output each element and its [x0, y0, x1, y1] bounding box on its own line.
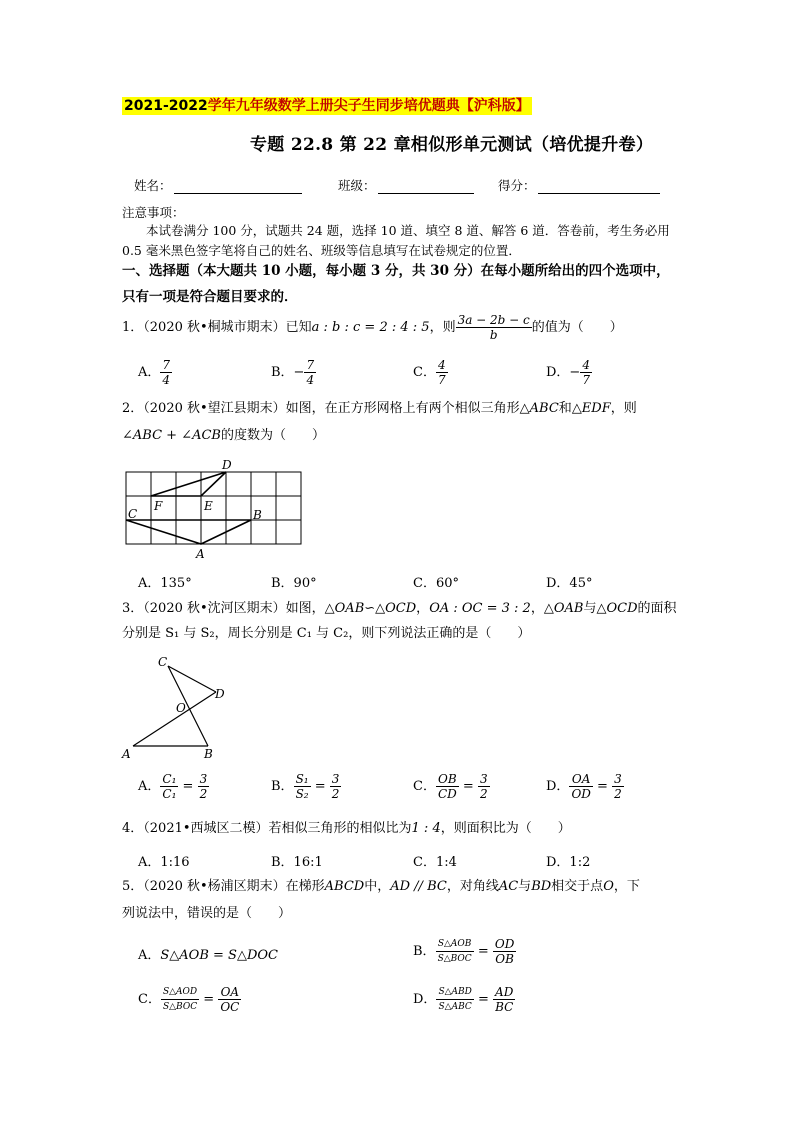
q1-c-frac [436, 358, 448, 387]
q3-t2: △OCD [596, 601, 638, 616]
q1-b-den: 4 [306, 373, 315, 387]
q5-b-right [493, 937, 516, 966]
q5-d-right [493, 985, 515, 1014]
name-field[interactable] [134, 176, 302, 194]
q1-b-label: B．− [271, 365, 305, 380]
q3-lines [133, 666, 216, 746]
q3-sim: △OAB∽△OCD [324, 601, 417, 616]
q3-d-num: OA [569, 772, 592, 787]
q2-triangles [126, 472, 251, 544]
section-heading: 一、选择题（本大题共 10 小题，每小题 3 分，共 30 分）在每小题所给出的四个选项中，只有一项是符合题目要求的． [122, 263, 670, 305]
label-B: B [253, 508, 262, 522]
series-name: 学年九年级数学上册尖子生同步培优题典【沪科版】 [207, 98, 530, 114]
q3-figure [118, 652, 238, 762]
q5-c-right [218, 985, 241, 1014]
q5-b-label: B． [413, 944, 436, 959]
label-E: E [204, 499, 213, 513]
q3-a-val-den: 2 [199, 787, 208, 801]
q2-grid-figure [118, 456, 308, 562]
q1-expression [456, 313, 532, 342]
name-blank[interactable] [174, 193, 302, 194]
q3-b-num: S₁ [295, 772, 309, 786]
class-field[interactable] [338, 176, 474, 194]
label-D: D [222, 458, 232, 472]
q4-suffix: ，则面积比为（ ） [440, 821, 571, 836]
q5-prefix: 5．（2020 秋•杨浦区期末）在梯形 [122, 879, 325, 894]
q3-a-num: C₁ [162, 772, 177, 786]
q5-b-rden: OB [495, 952, 514, 966]
q3-option-c[interactable]: C． $\frac{OB}{CD}$ = $\frac{3}{2}$ [413, 772, 488, 801]
q5-b-num: S△AOB [436, 937, 474, 952]
q3-label-D: D [215, 687, 225, 701]
question-5-stem-line2: 列说法中，错误的是（ ） [122, 906, 292, 921]
q3-c-num: OB [436, 772, 459, 787]
q2-suffix1: ，则 [610, 401, 637, 416]
q1-a-den: 4 [162, 373, 171, 387]
question-4-stem [122, 818, 692, 840]
q1-mid: ，则 [429, 320, 456, 335]
notes-text: 本试卷满分 100 分，试题共 24 题，选择 10 道、填空 8 道、解答 6 道．答卷前，考生务必用 0.5 毫米黑色签字笔将自己的姓名、班级等信息填写在试卷规定的位置． [122, 223, 670, 258]
q3-label-O: O [176, 701, 186, 715]
q1-option-a[interactable] [138, 358, 172, 387]
class-label: 班级： [338, 178, 376, 193]
q3-d-val-num: 3 [614, 772, 622, 786]
q5-abcd: ABCD [324, 879, 365, 894]
q1-b-frac [304, 358, 316, 387]
q3-sep2: ， [530, 601, 544, 616]
q3-option-a[interactable]: A． $\frac{\text{C₁}}{\text{C₁}}$ = $\frac{3}{2}$ [138, 772, 208, 801]
q4-prefix: 4．（2021•西城区二模）若相似三角形的相似比为 [122, 821, 412, 836]
q3-c-den: CD [437, 787, 457, 801]
q3-c-val-den: 2 [479, 787, 488, 801]
q5-c-rden: OC [220, 1000, 240, 1014]
q3-d-label: D． [546, 779, 570, 794]
q4-option-c[interactable]: C．1:4 [413, 855, 457, 870]
q1-expr-den: b [489, 328, 498, 342]
q5-c-den: S△BOC [162, 1002, 198, 1012]
q5-mid1: 中， [364, 879, 391, 894]
q5-d-num: S△ABD [436, 985, 473, 1000]
q3-b-val-den: 2 [331, 787, 340, 801]
q2-suffix2: 的度数为（ ） [220, 428, 325, 443]
q3-b-val-num: 3 [331, 772, 340, 786]
q2-option-b[interactable]: B．90° [271, 576, 317, 591]
q1-suffix: 的值为（ ） [531, 320, 623, 335]
q1-expr-num: 3a − 2b − c [457, 313, 530, 327]
q4-option-d[interactable]: D．1:2 [546, 855, 591, 870]
q2-option-c[interactable]: C．60° [413, 576, 459, 591]
q3-d-frac [569, 772, 592, 801]
score-label: 得分： [498, 178, 536, 193]
q3-c-label: C． [413, 779, 436, 794]
q3-a-val [198, 772, 210, 801]
q5-c-num: S△AOD [161, 985, 199, 1000]
notes-heading: 注意事项： [122, 205, 185, 220]
q5-a-expr: S△AOB = S△DOC [160, 948, 278, 963]
q2-tri1: △ABC [519, 401, 559, 416]
name-label: 姓名： [134, 178, 172, 193]
q5-ac: AC [498, 879, 519, 894]
q5-option-d[interactable]: D． $\frac{\text{S△ABD}}{\text{S△ABC}}$ = $\frac{AD}{BC}$ [413, 985, 514, 1014]
q5-b-rnum: OD [494, 937, 515, 951]
q1-a-frac [160, 358, 172, 387]
q3-a-frac [160, 772, 178, 801]
q5-d-den: S△ABC [438, 1002, 472, 1012]
q3-b-val [330, 772, 342, 801]
page-title: 专题 22.8 第 22 章相似形单元测试（培优提升卷） [250, 135, 654, 155]
q3-b-den: S₂ [295, 787, 309, 801]
q5-c-rnum: OA [218, 985, 241, 1000]
q2-prefix: 2．（2020 秋•望江县期末）如图，在正方形网格上有两个相似三角形 [122, 401, 520, 416]
q1-a-num: 7 [162, 358, 171, 372]
q3-a-val-num: 3 [199, 772, 208, 786]
label-C: C [128, 507, 138, 521]
q5-d-left [436, 985, 473, 1014]
q5-mid4: 相交于点 [551, 879, 604, 894]
q1-option-d[interactable] [546, 358, 592, 387]
q1-d-num: 4 [582, 358, 590, 372]
q5-o: O [603, 879, 614, 894]
q3-sep: ， [416, 601, 430, 616]
question-5-stem-line1 [122, 876, 692, 898]
q3-b-frac [294, 772, 311, 801]
q1-prefix: 1．（2020 秋•桐城市期末）已知 [122, 320, 312, 335]
q5-b-den: S△BOC [437, 954, 472, 964]
q1-option-b[interactable] [271, 358, 316, 387]
q2-option-a[interactable]: A．135° [138, 576, 192, 591]
q3-option-b[interactable]: B． $\frac{\text{S₁}}{\text{S₂}}$ = $\frac{3}{2}$ [271, 772, 340, 801]
q3-prefix: 3．（2020 秋•沈河区期末）如图， [122, 601, 325, 616]
q1-d-den: 7 [582, 373, 590, 387]
q5-option-b[interactable]: B． $\frac{\text{S△AOB}}{\text{S△BOC}}$ = $\frac{OD}{OB}$ [413, 937, 515, 966]
q2-grid [126, 472, 301, 544]
q4-ratio: 1 : 4 [411, 821, 441, 836]
q5-parallel: AD // BC [390, 879, 447, 894]
q5-mid3: 与 [518, 879, 532, 894]
q5-mid2: ，对角线 [446, 879, 499, 894]
q5-d-label: D． [413, 992, 437, 1007]
q3-c-val [478, 772, 490, 801]
triangle-abc [126, 520, 251, 544]
q3-label-A: A [122, 747, 131, 761]
q3-option-d[interactable]: D． $\frac{OA}{OD}$ = $\frac{3}{2}$ [546, 772, 622, 801]
q3-ratio: OA : OC = 3 : 2 [429, 601, 531, 616]
q3-d-den: OD [571, 787, 591, 801]
question-2-stem-line1 [122, 398, 692, 420]
q4-option-b[interactable]: B．16:1 [271, 855, 323, 870]
class-blank[interactable] [378, 193, 474, 194]
q5-c-left [161, 985, 199, 1014]
score-blank[interactable] [538, 193, 660, 194]
q1-ratio: a : b : c = 2 : 4 : 5 [311, 320, 430, 335]
series-year: 2021-2022 [124, 98, 208, 114]
q2-option-d[interactable]: D．45° [546, 576, 593, 591]
q3-t1: △OAB [543, 601, 584, 616]
q2-angle-expr: ∠ABC + ∠ACB [122, 428, 221, 443]
q3-c-frac [436, 772, 459, 801]
q1-b-num: 7 [306, 358, 315, 372]
q3-d-val-den: 2 [614, 787, 622, 801]
label-A: A [196, 547, 205, 561]
q1-c-num: 4 [437, 358, 446, 372]
q5-option-a[interactable] [138, 944, 278, 963]
q3-a-den: C₁ [162, 787, 177, 801]
q3-c-val-num: 3 [479, 772, 488, 786]
q5-suffix1: ，下 [613, 879, 640, 894]
series-title [122, 97, 532, 115]
q5-option-c[interactable]: C． $\frac{\text{S△AOD}}{\text{S△BOC}}$ = $\frac{OA}{OC}$ [138, 985, 240, 1014]
q1-a-label: A． [138, 365, 161, 380]
q5-d-rnum: AD [495, 985, 514, 999]
triangle-edf [151, 472, 226, 496]
q3-label-C: C [158, 655, 168, 669]
question-3-stem-line1 [122, 598, 692, 620]
label-F: F [154, 499, 163, 513]
q5-c-label: C． [138, 992, 161, 1007]
q2-tri2: △EDF [571, 401, 611, 416]
q1-option-c[interactable] [413, 358, 448, 387]
q5-bd: BD [531, 879, 552, 894]
score-field[interactable] [498, 176, 660, 194]
q1-d-label: D．− [546, 365, 581, 380]
q1-d-frac [580, 358, 592, 387]
q1-c-label: C． [413, 365, 436, 380]
q3-label-B: B [204, 747, 213, 761]
question-1-stem [122, 313, 692, 342]
q5-d-rden: BC [495, 1000, 514, 1014]
q5-b-left [436, 937, 474, 966]
q1-c-den: 7 [437, 373, 446, 387]
q3-b-label: B． [271, 779, 294, 794]
q4-option-a[interactable]: A．1:16 [138, 855, 190, 870]
q2-and: 和 [558, 401, 572, 416]
q5-a-label: A． [138, 948, 161, 963]
q3-a-label: A． [138, 779, 161, 794]
question-3-stem-line2: 分别是 S₁ 与 S₂，周长分别是 C₁ 与 C₂，则下列说法正确的是（ ） [122, 626, 531, 641]
question-2-stem-line2 [122, 425, 325, 447]
q3-mid: 与 [583, 601, 597, 616]
q3-d-val [612, 772, 624, 801]
q3-suffix: 的面积 [637, 601, 677, 616]
